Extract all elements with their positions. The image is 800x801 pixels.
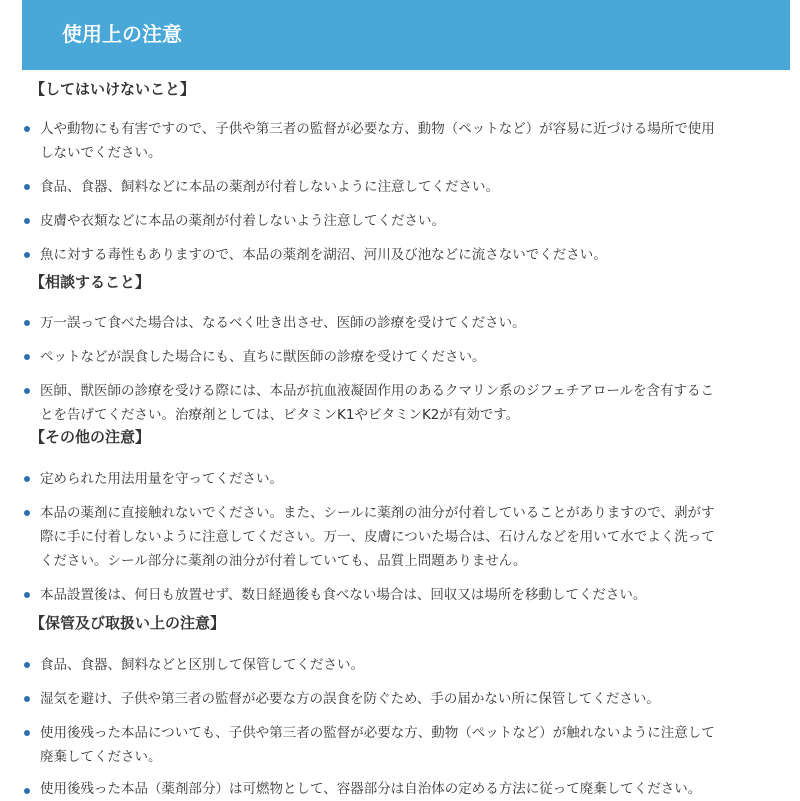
section-heading-prohibited: 【してはいけないこと】: [30, 80, 196, 98]
bullet-icon: [24, 126, 30, 132]
list-item-text: 食品、食器、飼料などと区別して保管してください。: [40, 657, 364, 673]
list-item-text: 際に手に付着しないように注意してください。万一、皮膚についた場合は、石けんなどを用いて水でよく洗って: [40, 529, 715, 545]
list-item-text: 廃棄してください。: [40, 749, 162, 765]
bullet-icon: [24, 476, 30, 482]
list-item-text: 人や動物にも有害ですので、子供や第三者の監督が必要な方、動物（ペットなど）が容易に近づける場所で使用: [40, 121, 715, 137]
section-heading-other: 【その他の注意】: [30, 428, 151, 446]
bullet-icon: [24, 184, 30, 190]
bullet-icon: [24, 662, 30, 668]
section-heading-consult: 【相談すること】: [30, 273, 151, 291]
bullet-icon: [24, 218, 30, 224]
list-item-text: 皮膚や衣類などに本品の薬剤が付着しないよう注意してください。: [40, 213, 445, 229]
section-heading-storage: 【保管及び取扱い上の注意】: [30, 614, 226, 632]
bullet-icon: [24, 320, 30, 326]
list-item-text: 万一誤って食べた場合は、なるべく吐き出させ、医師の診療を受けてください。: [40, 315, 526, 331]
list-item-text: とを告げてください。治療剤としては、ビタミンK1やビタミンK2が有効です。: [40, 407, 520, 423]
list-item-text: 食品、食器、飼料などに本品の薬剤が付着しないように注意してください。: [40, 179, 499, 195]
bullet-icon: [24, 592, 30, 598]
bullet-icon: [24, 510, 30, 516]
page-title: 使用上の注意: [62, 22, 182, 46]
list-item-text: 本品設置後は、何日も放置せず、数日経過後も食べない場合は、回収又は場所を移動してください。: [40, 587, 647, 603]
bullet-icon: [24, 730, 30, 736]
bullet-icon: [24, 252, 30, 258]
list-item-text: ください。シール部分に薬剤の油分が付着していても、品質上問題ありません。: [40, 553, 527, 569]
list-item-text: しないでください。: [40, 145, 162, 161]
bullet-icon: [24, 354, 30, 360]
list-item-text: 使用後残った本品（薬剤部分）は可燃物として、容器部分は自治体の定める方法に従って廃棄してください。: [40, 781, 702, 797]
list-item-text: 湿気を避け、子供や第三者の監督が必要な方の誤食を防ぐため、手の届かない所に保管してください。: [40, 691, 660, 707]
list-item-text: 魚に対する毒性もありますので、本品の薬剤を湖沼、河川及び池などに流さないでください。: [40, 247, 607, 263]
list-item-text: ペットなどが誤食した場合にも、直ちに獣医師の診療を受けてください。: [40, 349, 486, 365]
header-bar: [22, 0, 790, 70]
bullet-icon: [24, 696, 30, 702]
bullet-icon: [24, 388, 30, 394]
list-item-text: 医師、獣医師の診療を受ける際には、本品が抗血液凝固作用のあるクマリン系のジフェチアロールを含有するこ: [40, 383, 715, 399]
bullet-icon: [24, 788, 30, 794]
list-item-text: 定められた用法用量を守ってください。: [40, 471, 283, 487]
list-item-text: 本品の薬剤に直接触れないでください。また、シールに薬剤の油分が付着していることがありますので、剥がす: [40, 505, 715, 521]
list-item-text: 使用後残った本品についても、子供や第三者の監督が必要な方、動物（ペットなど）が触れないように注意して: [40, 725, 715, 741]
